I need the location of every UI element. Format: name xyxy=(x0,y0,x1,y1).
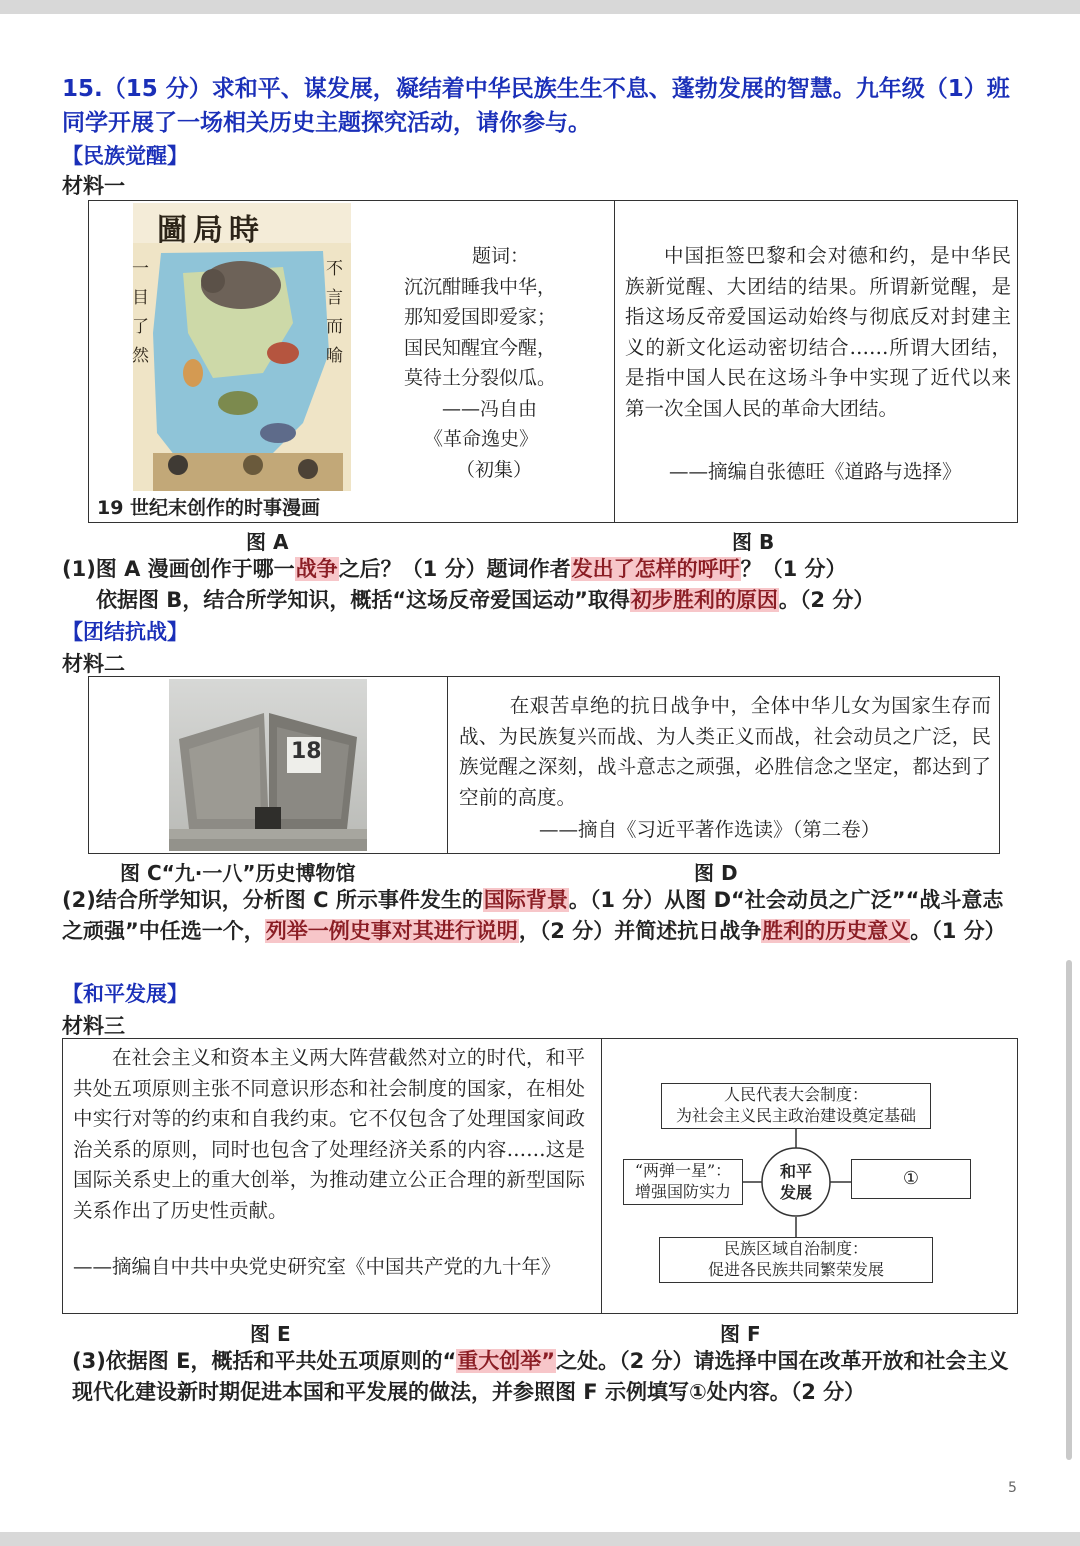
poem-line-2: 那知爱国即爱家； xyxy=(404,306,557,328)
figure-f-right-box: ① xyxy=(851,1159,971,1199)
question-1 xyxy=(62,554,1012,616)
q1-highlight-war: 战争 xyxy=(295,557,338,581)
figure-f-left-box xyxy=(623,1159,743,1205)
figure-b-source: ——摘编自张德旺《道路与选择》 xyxy=(669,460,962,483)
q2-text-2: 。（1 分）从图 D“社会动员之广泛”“战斗意志之顽强”中任选一个， xyxy=(62,888,1004,943)
q2-text-4: 。（1 分） xyxy=(910,919,1006,943)
figure-f-label: 图 F xyxy=(720,1322,761,1346)
material-1-divider xyxy=(614,201,615,522)
figure-f-left-line-2: 增强国防实力 xyxy=(634,1182,731,1201)
cartoon-caption: 19 世纪末创作的时事漫画 xyxy=(97,497,321,519)
figure-f-bottom-line-1: 民族区域自治制度： xyxy=(723,1239,868,1258)
material-3-box xyxy=(62,1038,1018,1314)
poem-line-4: 莫待土分裂似瓜。 xyxy=(404,367,557,389)
material-3-divider xyxy=(601,1039,602,1313)
figure-f-bottom-box xyxy=(659,1237,933,1283)
poem-edition: （初集） xyxy=(456,458,533,481)
q1-text-3: ？（1 分） xyxy=(740,557,847,581)
figure-b-text xyxy=(625,241,1011,424)
figure-b-label: 图 B xyxy=(732,530,775,554)
figure-d-text xyxy=(459,691,991,813)
figure-f-center-line-1: 和平 xyxy=(779,1162,812,1181)
q3-text-2: 之处。（2 分）请选择中国在改革开放和社会主义现代化建设新时期促进本国和平发展的做法，并参照图 F 示例填写①处内容。（2 分） xyxy=(72,1349,1009,1404)
page-number: 5 xyxy=(1008,1480,1017,1496)
q1-text-5: 。（2 分） xyxy=(778,588,875,612)
question-2 xyxy=(62,885,1012,947)
museum-photo xyxy=(169,679,367,851)
poem-line-1: 沉沉酣睡我中华， xyxy=(404,275,557,298)
figure-e-paragraph: 在社会主义和资本主义两大阵营截然对立的时代，和平共处五项原则主张不同意识形态和社会制度的国家，在相处中实行对等的约束和自我约束。它不仅包含了处理国家间政治关系的原则，同时也包含了处理经济关系的内容……这是国际关系史上的重大创举，为推动建立公正合理的新型国际关系作出了历史性贡献。 xyxy=(73,1046,585,1222)
q1-highlight-reason: 初步胜利的原因 xyxy=(630,588,778,612)
figure-e-source: ——摘编自中共中央党史研究室《中国共产党的九十年》 xyxy=(73,1255,561,1278)
cartoon-title: 圖局時 xyxy=(157,213,265,248)
figure-f-center-line-2: 发展 xyxy=(779,1183,812,1202)
section-heading-peace: 【和平发展】 xyxy=(62,982,188,1006)
figure-e-text xyxy=(73,1043,585,1226)
material-label-1: 材料一 xyxy=(62,174,125,198)
figure-f-bottom-line-2: 促进各民族共同繁荣发展 xyxy=(707,1260,884,1279)
cartoon-image xyxy=(128,203,351,491)
figure-e-label: 图 E xyxy=(250,1322,291,1346)
figure-b-paragraph: 中国拒签巴黎和会对德和约，是中华民族新觉醒、大团结的结果。所谓新觉醒，是指这场反帝爱国运动始终与彻底反对封建主义的新文化运动密切结合……所谓大团结，是指中国人民在这场斗争中实现了近代以来第一次全国人民的革命大团结。 xyxy=(625,244,1011,420)
figure-f-top-line-1: 人民代表大会制度： xyxy=(723,1085,868,1104)
cartoon-right-vertical: 不言而喻 xyxy=(322,259,342,375)
monument-number: 18 xyxy=(291,739,322,764)
q3-text-1: (3)依据图 E，概括和平共处五项原则的“ xyxy=(72,1349,457,1373)
figure-d-source: ——摘自《习近平著作选读》（第二卷） xyxy=(539,818,881,841)
museum-illustration xyxy=(169,679,367,851)
question-title: 15.（15 分）求和平、谋发展，凝结着中华民族生生不息、蓬勃发展的智慧。九年级（1）班同学开展了一场相关历史主题探究活动，请你参与。 xyxy=(62,76,1010,136)
scrollbar[interactable] xyxy=(1066,960,1072,1460)
poem-author: ——冯自由 xyxy=(442,397,538,420)
q1-text-2: 之后？（1 分）题词作者 xyxy=(338,557,571,581)
poem-book: 《革命逸史》 xyxy=(424,428,539,450)
poem-title: 题词： xyxy=(472,245,530,267)
material-2-divider xyxy=(447,677,448,853)
top-band xyxy=(0,0,1080,14)
q1-text-1: (1)图 A 漫画创作于哪一 xyxy=(62,557,295,581)
material-2-box xyxy=(88,676,1000,854)
q2-highlight-background: 国际背景 xyxy=(483,888,568,912)
section-heading-awakening: 【民族觉醒】 xyxy=(62,144,188,168)
poem-line-3: 国民知醒宜今醒， xyxy=(404,336,557,359)
cartoon-left-vertical: 一目了然 xyxy=(128,259,148,375)
q1-highlight-appeal: 发出了怎样的呼吁 xyxy=(571,557,740,581)
q2-highlight-example: 列举一例史事对其进行说明 xyxy=(265,919,518,943)
figure-f-diagram xyxy=(623,1069,1003,1289)
figure-f-top-line-2: 为社会主义民主政治建设奠定基础 xyxy=(675,1106,916,1125)
figure-c-label: 图 C“九·一八”历史博物馆 xyxy=(120,861,356,885)
q3-highlight-innovation: 重大创举” xyxy=(457,1349,556,1373)
poem-block xyxy=(404,241,604,485)
figure-d-label: 图 D xyxy=(694,861,738,885)
q1-text-4: 依据图 B，结合所学知识，概括“这场反帝爱国运动”取得 xyxy=(96,588,630,612)
figure-a-label: 图 A xyxy=(246,530,289,554)
bottom-band xyxy=(0,1532,1080,1546)
material-label-3: 材料三 xyxy=(62,1014,125,1038)
figure-f-left-line-1: “两弹一星”： xyxy=(634,1161,732,1180)
question-3 xyxy=(72,1346,1012,1408)
q2-highlight-significance: 胜利的历史意义 xyxy=(762,919,910,943)
q2-text-1: (2)结合所学知识，分析图 C 所示事件发生的 xyxy=(62,888,483,912)
material-1-box xyxy=(88,200,1018,523)
figure-f-top-box xyxy=(661,1083,931,1129)
figure-d-paragraph: 在艰苦卓绝的抗日战争中，全体中华儿女为国家生存而战、为民族复兴而战、为人类正义而战，社会动员之广泛，民族觉醒之深刻，战斗意志之顽强，必胜信念之坚定，都达到了空前的高度。 xyxy=(459,694,991,809)
section-heading-resistance: 【团结抗战】 xyxy=(62,620,188,644)
q2-text-3: ，（2 分）并简述抗日战争 xyxy=(518,919,762,943)
material-label-2: 材料二 xyxy=(62,652,125,676)
figure-f-center xyxy=(762,1161,830,1203)
